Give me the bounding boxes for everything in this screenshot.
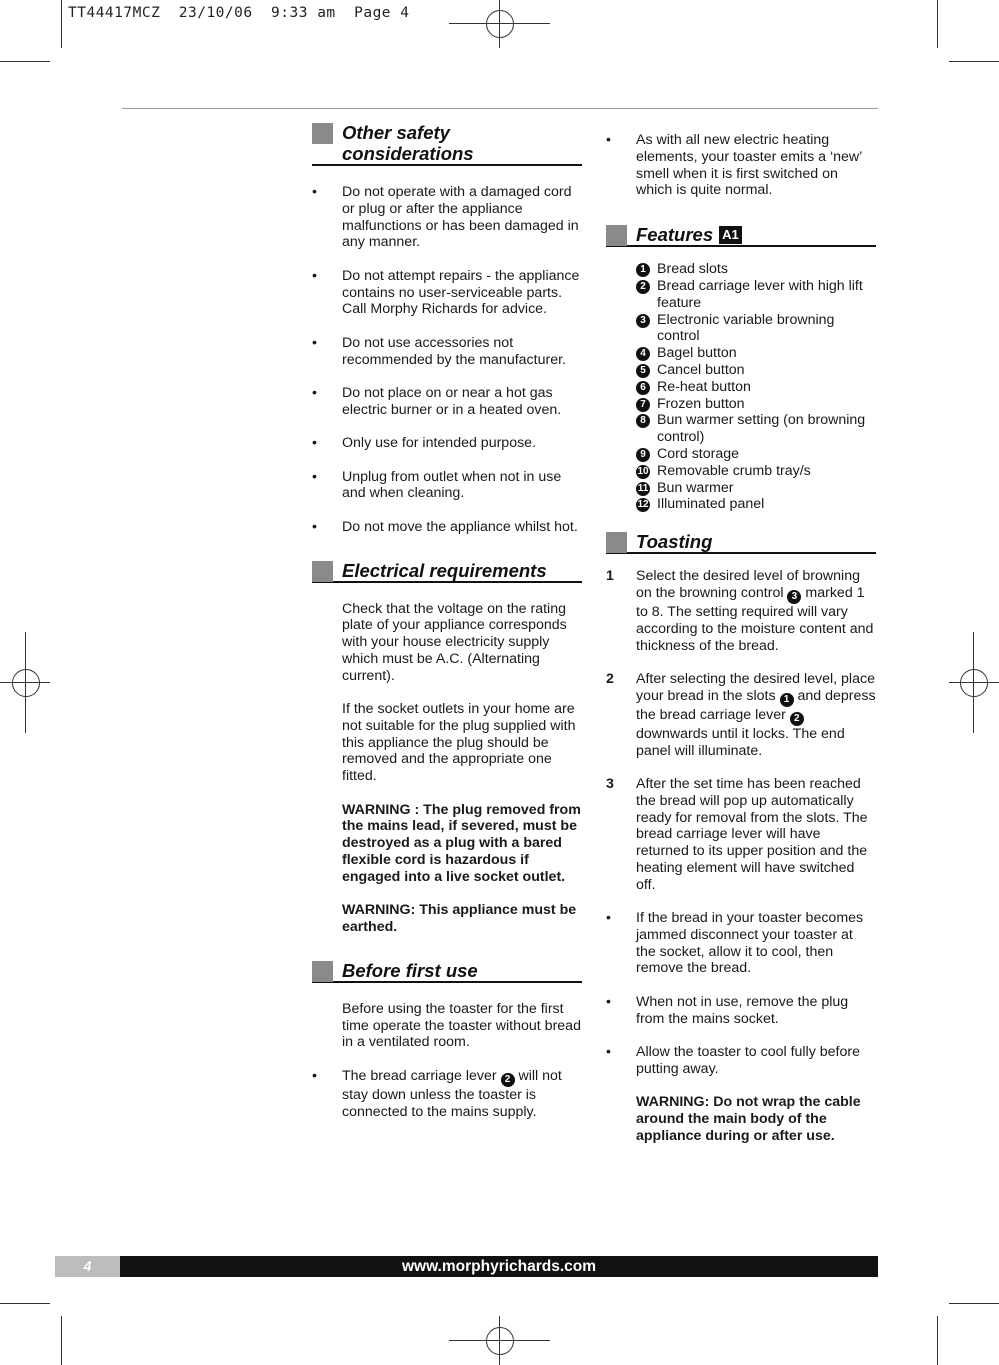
warning-text: WARNING: Do not wrap the cable around the main body of the appliance during or after use. — [636, 1094, 861, 1144]
section-heading-electrical: Electrical requirements — [312, 560, 582, 583]
feature-item: 4 Bagel button — [606, 345, 876, 362]
list-item: • As with all new electric heating elements, your toaster emits a ‘new’ smell when it is first switched on which is quite normal. — [606, 132, 862, 199]
registration-mark-bottom — [486, 1327, 514, 1355]
number-2-icon: 2 — [501, 1073, 515, 1087]
crop-mark — [937, 1316, 938, 1365]
heading-square-icon — [606, 532, 627, 553]
number-icon: 2 — [636, 280, 650, 294]
number-1-icon: 1 — [780, 693, 794, 707]
footer-bar — [55, 1256, 878, 1277]
registration-mark-right — [960, 669, 988, 697]
page-number: 4 — [55, 1256, 120, 1277]
registration-mark-line — [25, 632, 26, 733]
number-icon: 6 — [636, 381, 650, 395]
bullet-icon: • — [312, 518, 317, 535]
list-item: • If the bread in your toaster becomes jammed disconnect your toaster at the socket, allow it to cool, then remove the bread. — [606, 910, 864, 977]
heading-square-icon — [312, 961, 333, 982]
paragraph: Check that the voltage on the rating plate of your appliance corresponds with your house electricity supply which must be A.C. (Alternating current). — [342, 600, 567, 684]
bullet-icon: • — [606, 910, 611, 927]
list-item: • Do not use accessories not recommended by the manufacturer. — [312, 334, 566, 368]
crop-mark — [949, 61, 999, 62]
crop-mark — [61, 0, 62, 48]
crop-mark — [937, 0, 938, 48]
list-item: • The bread carriage lever 2 will not stay down unless the toaster is connected to the mains supply. — [312, 1067, 562, 1120]
list-item: • Unplug from outlet when not in use and when cleaning. — [312, 468, 562, 502]
feature-item: 9 Cord storage — [606, 446, 876, 463]
feature-item: 8 Bun warmer setting (on browning control) — [606, 412, 876, 446]
registration-mark-line — [499, 0, 500, 48]
step-item: 2 After selecting the desired level, place your bread in the slots 1 and depress the bread carriage lever 2 downwards until it locks. The end panel will illuminate. — [606, 670, 876, 759]
crop-mark — [0, 1303, 50, 1304]
registration-mark-top — [486, 10, 514, 38]
crop-mark — [61, 1316, 62, 1365]
website-url: www.morphyrichards.com — [401, 1258, 597, 1275]
section-heading-other-safety: Other safety considerations — [312, 122, 582, 166]
bullet-icon: • — [312, 384, 317, 401]
feature-item: 2 Bread carriage lever with high lift feature — [606, 278, 876, 312]
number-icon: 10 — [637, 465, 649, 477]
number-3-icon: 3 — [787, 590, 801, 604]
list-item: • Do not move the appliance whilst hot. — [312, 518, 578, 535]
number-icon: 8 — [636, 414, 650, 428]
figure-reference-badge: A1 — [719, 226, 742, 244]
heading-square-icon — [312, 123, 333, 144]
warning-text: WARNING : The plug removed from the mains lead, if severed, must be destroyed as a plug with a bared flexible cord is hazardous if engaged into a live socket outlet. — [342, 801, 581, 885]
list-item: • Do not operate with a damaged cord or plug or after the appliance malfunctions or has been damaged in any manner. — [312, 184, 579, 251]
bullet-icon: • — [312, 334, 317, 351]
list-item: • Do not attempt repairs - the appliance contains no user-serviceable parts. Call Morphy Richards for advice. — [312, 267, 580, 318]
bullet-icon: • — [312, 435, 317, 452]
crop-mark — [0, 61, 50, 62]
registration-mark-line — [949, 682, 999, 683]
bullet-icon: • — [606, 132, 611, 148]
number-icon: 9 — [636, 448, 650, 462]
bullet-icon: • — [606, 993, 611, 1010]
list-item: • When not in use, remove the plug from the mains socket. — [606, 993, 849, 1027]
bullet-icon: • — [312, 1067, 317, 1084]
top-rule — [122, 108, 878, 109]
feature-item: 6 Re-heat button — [606, 379, 876, 396]
number-2-icon: 2 — [790, 712, 804, 726]
list-item: • Only use for intended purpose. — [312, 435, 537, 452]
crop-mark — [949, 1303, 999, 1304]
feature-item: 5 Cancel button — [606, 362, 876, 379]
list-item: • Do not place on or near a hot gas electric burner or in a heated oven. — [312, 384, 562, 418]
feature-item: 11 Bun warmer — [637, 479, 734, 496]
left-column — [312, 122, 582, 1137]
section-heading-features: Features A1 — [606, 224, 876, 247]
warning-text: WARNING: This appliance must be earthed. — [342, 902, 577, 936]
registration-mark-left — [12, 669, 40, 697]
bullet-icon: • — [606, 1044, 611, 1061]
bullet-icon: • — [312, 184, 317, 200]
list-item: • Allow the toaster to cool fully before putting away. — [606, 1044, 860, 1077]
section-heading-toasting: Toasting — [606, 531, 876, 554]
print-slug: TT44417MCZ 23/10/06 9:33 am Page 4 — [68, 5, 410, 21]
number-icon: 5 — [636, 364, 650, 378]
bullet-icon: • — [312, 267, 317, 284]
feature-item: 12 Illuminated panel — [637, 496, 765, 513]
number-icon: 7 — [636, 398, 650, 412]
feature-item: 10 Removable crumb tray/s — [637, 462, 811, 479]
paragraph: If the socket outlets in your home are not suitable for the plug supplied with this appliance the plug should be removed and the appropriate one fitted. — [342, 701, 576, 785]
feature-item: 1 Bread slots — [606, 261, 876, 278]
paragraph: Before using the toaster for the first time operate the toaster without bread in a ventilated room. — [342, 1000, 581, 1051]
number-icon: 3 — [636, 314, 650, 328]
features-list — [606, 261, 876, 513]
feature-item: 3 Electronic variable browning control — [606, 312, 876, 346]
step-item: 1 Select the desired level of browning on the browning control 3 marked 1 to 8. The setting required will vary according to the moisture content and thickness of the bread. — [606, 568, 874, 654]
heading-square-icon — [606, 225, 627, 246]
number-icon: 11 — [637, 482, 649, 494]
bullet-icon: • — [312, 468, 317, 485]
registration-mark-line — [499, 1316, 500, 1365]
section-heading-before-first-use: Before first use — [312, 960, 582, 983]
step-item: 3 After the set time has been reached the bread will pop up automatically ready for removal from the slots. The bread carriage lever will have returned to its upper position and the heating element will have switched off. — [606, 775, 868, 893]
feature-item: 7 Frozen button — [606, 396, 876, 413]
heading-square-icon — [312, 561, 333, 582]
number-icon: 12 — [637, 499, 649, 511]
number-icon: 1 — [636, 263, 650, 277]
number-icon: 4 — [636, 347, 650, 361]
registration-mark-line — [973, 632, 974, 733]
right-column — [606, 132, 876, 1161]
